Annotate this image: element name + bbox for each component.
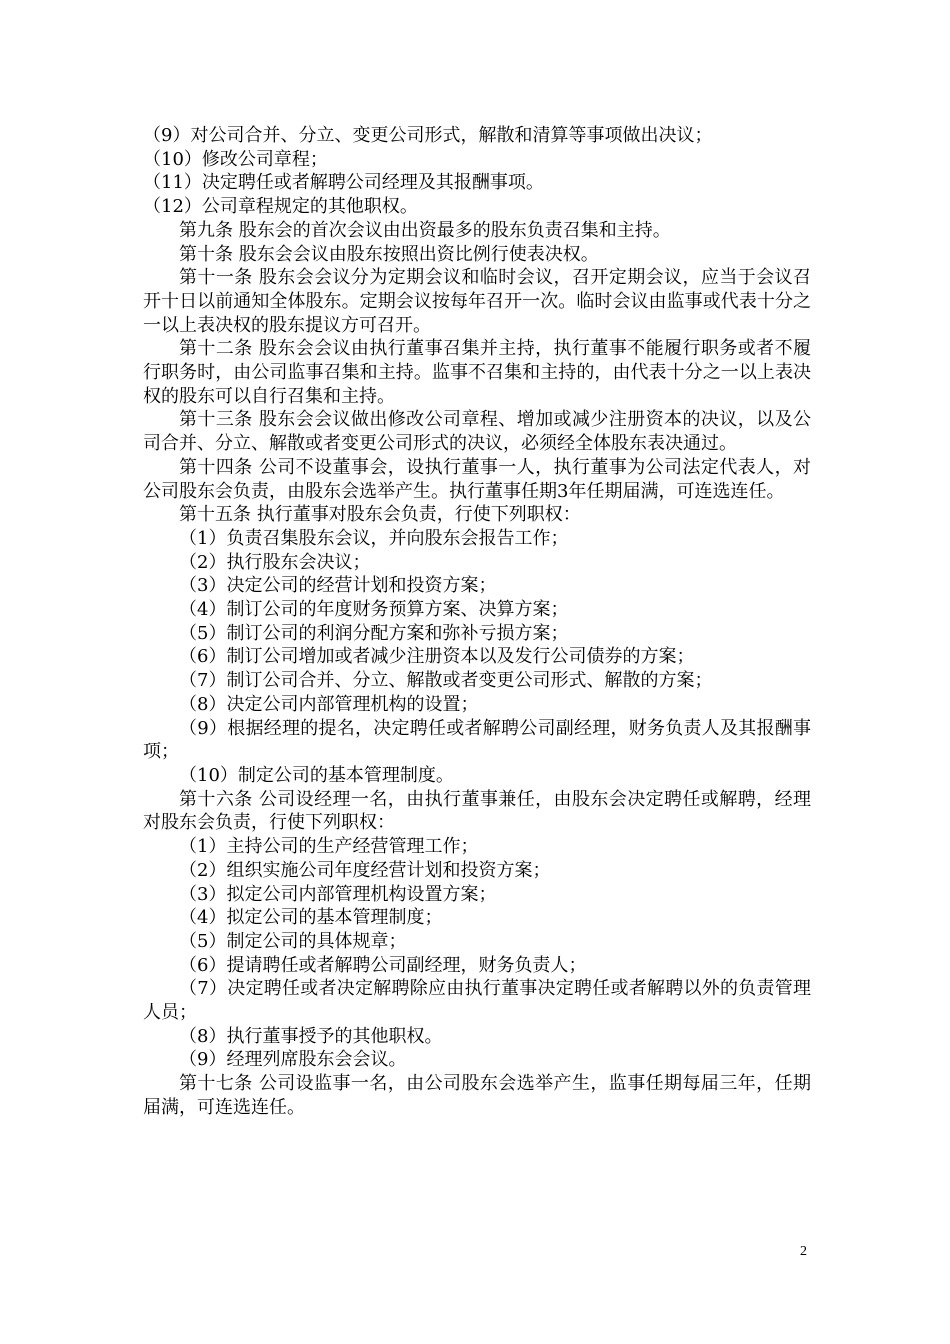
paragraph: （10）制定公司的基本管理制度。 xyxy=(179,764,454,786)
paragraph: （1）主持公司的生产经营管理工作； xyxy=(179,836,479,858)
paragraph: （9）对公司合并、分立、变更公司形式，解散和清算等事项做出决议； xyxy=(143,125,713,146)
paragraph: 第九条 股东会的首次会议由出资最多的股东负责召集和主持。 xyxy=(179,219,671,241)
paragraph: 第十二条 股东会会议由执行董事召集并主持，执行董事不能履行职务或者不履行职务时，由公司监事召集和主持。监事不召集和主持的，由代表十分之一以上表决权的股东可以自行召集和主持。 xyxy=(143,338,811,407)
paragraph: （9）经理列席股东会会议。 xyxy=(179,1049,407,1071)
paragraph: （11）决定聘任或者解聘公司经理及其报酬事项。 xyxy=(143,172,544,194)
paragraph: （7）决定聘任或者决定解聘除应由执行董事决定聘任或者解聘以外的负责管理人员； xyxy=(143,978,811,1024)
paragraph: （8）执行董事授予的其他职权。 xyxy=(179,1025,443,1047)
paragraph: 第十四条 公司不设董事会，设执行董事一人，执行董事为公司法定代表人，对公司股东会负责，由股东会选举产生。执行董事任期3年任期届满，可连选连任。 xyxy=(143,456,811,502)
paragraph: 第十六条 公司设经理一名，由执行董事兼任，由股东会决定聘任或解聘，经理对股东会负责，行使下列职权： xyxy=(143,788,811,834)
page-number: 2 xyxy=(800,1244,807,1259)
paragraph: （3）决定公司的经营计划和投资方案； xyxy=(179,575,497,597)
paragraph: 第十三条 股东会会议做出修改公司章程、增加或减少注册资本的决议，以及公司合并、分立、解散或者变更公司形式的决议，必须经全体股东表决通过。 xyxy=(143,409,811,455)
paragraph: 第十条 股东会会议由股东按照出资比例行使表决权。 xyxy=(179,243,599,265)
paragraph: （4）制订公司的年度财务预算方案、决算方案； xyxy=(179,599,569,621)
paragraph: 第十五条 执行董事对股东会负责，行使下列职权： xyxy=(179,504,581,526)
paragraph: （5）制定公司的具体规章； xyxy=(179,930,407,952)
paragraph: （4）拟定公司的基本管理制度； xyxy=(179,907,443,929)
paragraph: （7）制订公司合并、分立、解散或者变更公司形式、解散的方案； xyxy=(179,670,713,692)
paragraph: （2）组织实施公司年度经营计划和投资方案； xyxy=(179,859,551,881)
paragraph: 第十一条 股东会会议分为定期会议和临时会议，召开定期会议，应当于会议召开十日以前通知全体股东。定期会议按每年召开一次。临时会议由监事或代表十分之一以上表决权的股东提议方可召开。 xyxy=(143,267,811,336)
paragraph: （5）制订公司的利润分配方案和弥补亏损方案； xyxy=(179,622,569,644)
document-body xyxy=(143,124,811,1120)
paragraph: （1）负责召集股东会议，并向股东会报告工作； xyxy=(179,527,569,549)
paragraph: （8）决定公司内部管理机构的设置； xyxy=(179,693,479,715)
paragraph: （3）拟定公司内部管理机构设置方案； xyxy=(179,883,497,905)
paragraph: （6）制订公司增加或者减少注册资本以及发行公司债券的方案； xyxy=(179,646,695,668)
paragraph: （6）提请聘任或者解聘公司副经理，财务负责人； xyxy=(179,954,587,976)
paragraph: 第十七条 公司设监事一名，由公司股东会选举产生，监事任期每届三年，任期届满，可连选连任。 xyxy=(143,1073,811,1118)
paragraph: （10）修改公司章程； xyxy=(143,148,328,170)
paragraph: （12）公司章程规定的其他职权。 xyxy=(143,196,418,218)
paragraph: （9）根据经理的提名，决定聘任或者解聘公司副经理，财务负责人及其报酬事项； xyxy=(143,717,811,763)
paragraph: （2）执行股东会决议； xyxy=(179,551,371,573)
